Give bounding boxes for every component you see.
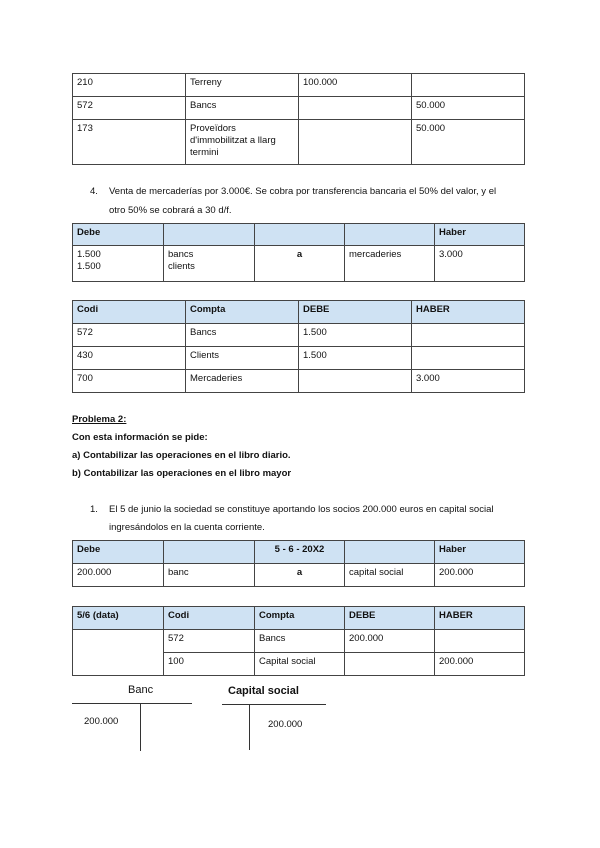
cell-haber xyxy=(412,347,525,370)
table-row xyxy=(73,120,525,165)
table-row xyxy=(73,564,525,587)
cell-debe-amounts: 1.500 1.500 xyxy=(73,246,164,282)
t-account-banc-vline xyxy=(140,703,141,751)
cell-haber: 3.000 xyxy=(412,370,525,393)
cell-account: Bancs xyxy=(186,97,299,120)
header-haber: Haber xyxy=(435,224,525,246)
cell-haber-amount: 3.000 xyxy=(435,246,525,282)
table-row xyxy=(73,74,525,97)
cell-debe: 100.000 xyxy=(299,74,412,97)
cell-haber: 50.000 xyxy=(412,97,525,120)
cell-debe-amount: 200.000 xyxy=(73,564,164,587)
cell-debe: 1.500 xyxy=(299,324,412,347)
t-account-capital-credit: 200.000 xyxy=(268,719,303,730)
cell-haber xyxy=(435,630,525,653)
journal-table-3 xyxy=(72,300,525,393)
cell-haber: 200.000 xyxy=(435,653,525,676)
cell-date-empty xyxy=(73,630,164,676)
table-header-row xyxy=(73,607,525,630)
cell-debe xyxy=(299,370,412,393)
cell-codi: 572 xyxy=(73,324,186,347)
cell-account: Proveïdors d'immobilitzat a llarg termini xyxy=(186,120,299,165)
cell-compta: Mercaderies xyxy=(186,370,299,393)
cell-a: a xyxy=(255,246,345,282)
cell-code: 210 xyxy=(73,74,186,97)
table-header-row xyxy=(73,301,525,324)
cell-account: Terreny xyxy=(186,74,299,97)
header-debe: Debe xyxy=(73,224,164,246)
cell-debe xyxy=(299,97,412,120)
header-date: 5 - 6 - 20X2 xyxy=(255,541,345,564)
cell-credit-account: mercaderies xyxy=(345,246,435,282)
problem-2-task-b: b) Contabilizar las operaciones en el libro mayor xyxy=(72,468,292,479)
cell-debe xyxy=(345,653,435,676)
cell-compta: Capital social xyxy=(255,653,345,676)
cell-code: 572 xyxy=(73,97,186,120)
journal-table-5 xyxy=(72,606,525,676)
header-haber: HABER xyxy=(435,607,525,630)
t-account-capital-vline xyxy=(249,704,250,750)
header-compta: Compta xyxy=(255,607,345,630)
problem-2-task-a: a) Contabilizar las operaciones en el libro diario. xyxy=(72,450,291,461)
cell-codi: 430 xyxy=(73,347,186,370)
cell-codi: 572 xyxy=(164,630,255,653)
journal-entry-table-2 xyxy=(72,223,525,282)
table-row xyxy=(73,370,525,393)
header-haber: Haber xyxy=(435,541,525,564)
cell-haber-amount: 200.000 xyxy=(435,564,525,587)
table-row xyxy=(73,347,525,370)
t-account-capital-hline xyxy=(222,704,326,705)
cell-debit-account: banc xyxy=(164,564,255,587)
cell-a: a xyxy=(255,564,345,587)
cell-debe: 1.500 xyxy=(299,347,412,370)
table-header-row xyxy=(73,541,525,564)
header-codi: Codi xyxy=(73,301,186,324)
cell-code: 173 xyxy=(73,120,186,165)
item-4-line-1: Venta de mercaderías por 3.000€. Se cobra por transferencia bancaria el 50% del valor, y el xyxy=(109,186,497,197)
cell-compta: Clients xyxy=(186,347,299,370)
header-date: 5/6 (data) xyxy=(73,607,164,630)
problem-2-title: Problema 2: xyxy=(72,414,127,425)
cell-codi: 700 xyxy=(73,370,186,393)
problem-2-intro: Con esta información se pide: xyxy=(72,432,208,443)
header-debe: DEBE xyxy=(345,607,435,630)
t-account-capital-title: Capital social xyxy=(228,685,299,697)
item-4-line-2: otro 50% se cobrará a 30 d/f. xyxy=(109,205,232,216)
table-row xyxy=(73,97,525,120)
table-row xyxy=(73,246,525,282)
cell-codi: 100 xyxy=(164,653,255,676)
t-account-banc-title: Banc xyxy=(128,684,154,696)
item-4-number: 4. xyxy=(90,186,98,197)
item-1-line-1: El 5 de junio la sociedad se constituye aportando los socios 200.000 euros en capital social xyxy=(109,504,494,515)
header-codi: Codi xyxy=(164,607,255,630)
t-account-banc-hline xyxy=(72,703,192,704)
cell-haber xyxy=(412,324,525,347)
cell-compta: Bancs xyxy=(186,324,299,347)
journal-table-1 xyxy=(72,73,525,165)
cell-compta: Bancs xyxy=(255,630,345,653)
item-1-line-2: ingresándolos en la cuenta corriente. xyxy=(109,522,265,533)
cell-haber: 50.000 xyxy=(412,120,525,165)
table-row xyxy=(73,324,525,347)
table-header-row xyxy=(73,224,525,246)
header-haber: HABER xyxy=(412,301,525,324)
cell-debe: 200.000 xyxy=(345,630,435,653)
header-compta: Compta xyxy=(186,301,299,324)
journal-entry-table-4 xyxy=(72,540,525,587)
item-1-number: 1. xyxy=(90,504,98,515)
t-account-banc-debit: 200.000 xyxy=(84,716,119,727)
cell-debit-accounts: bancs clients xyxy=(164,246,255,282)
cell-credit-account: capital social xyxy=(345,564,435,587)
cell-haber xyxy=(412,74,525,97)
header-debe: Debe xyxy=(73,541,164,564)
table-row xyxy=(73,630,525,653)
header-debe: DEBE xyxy=(299,301,412,324)
cell-debe xyxy=(299,120,412,165)
